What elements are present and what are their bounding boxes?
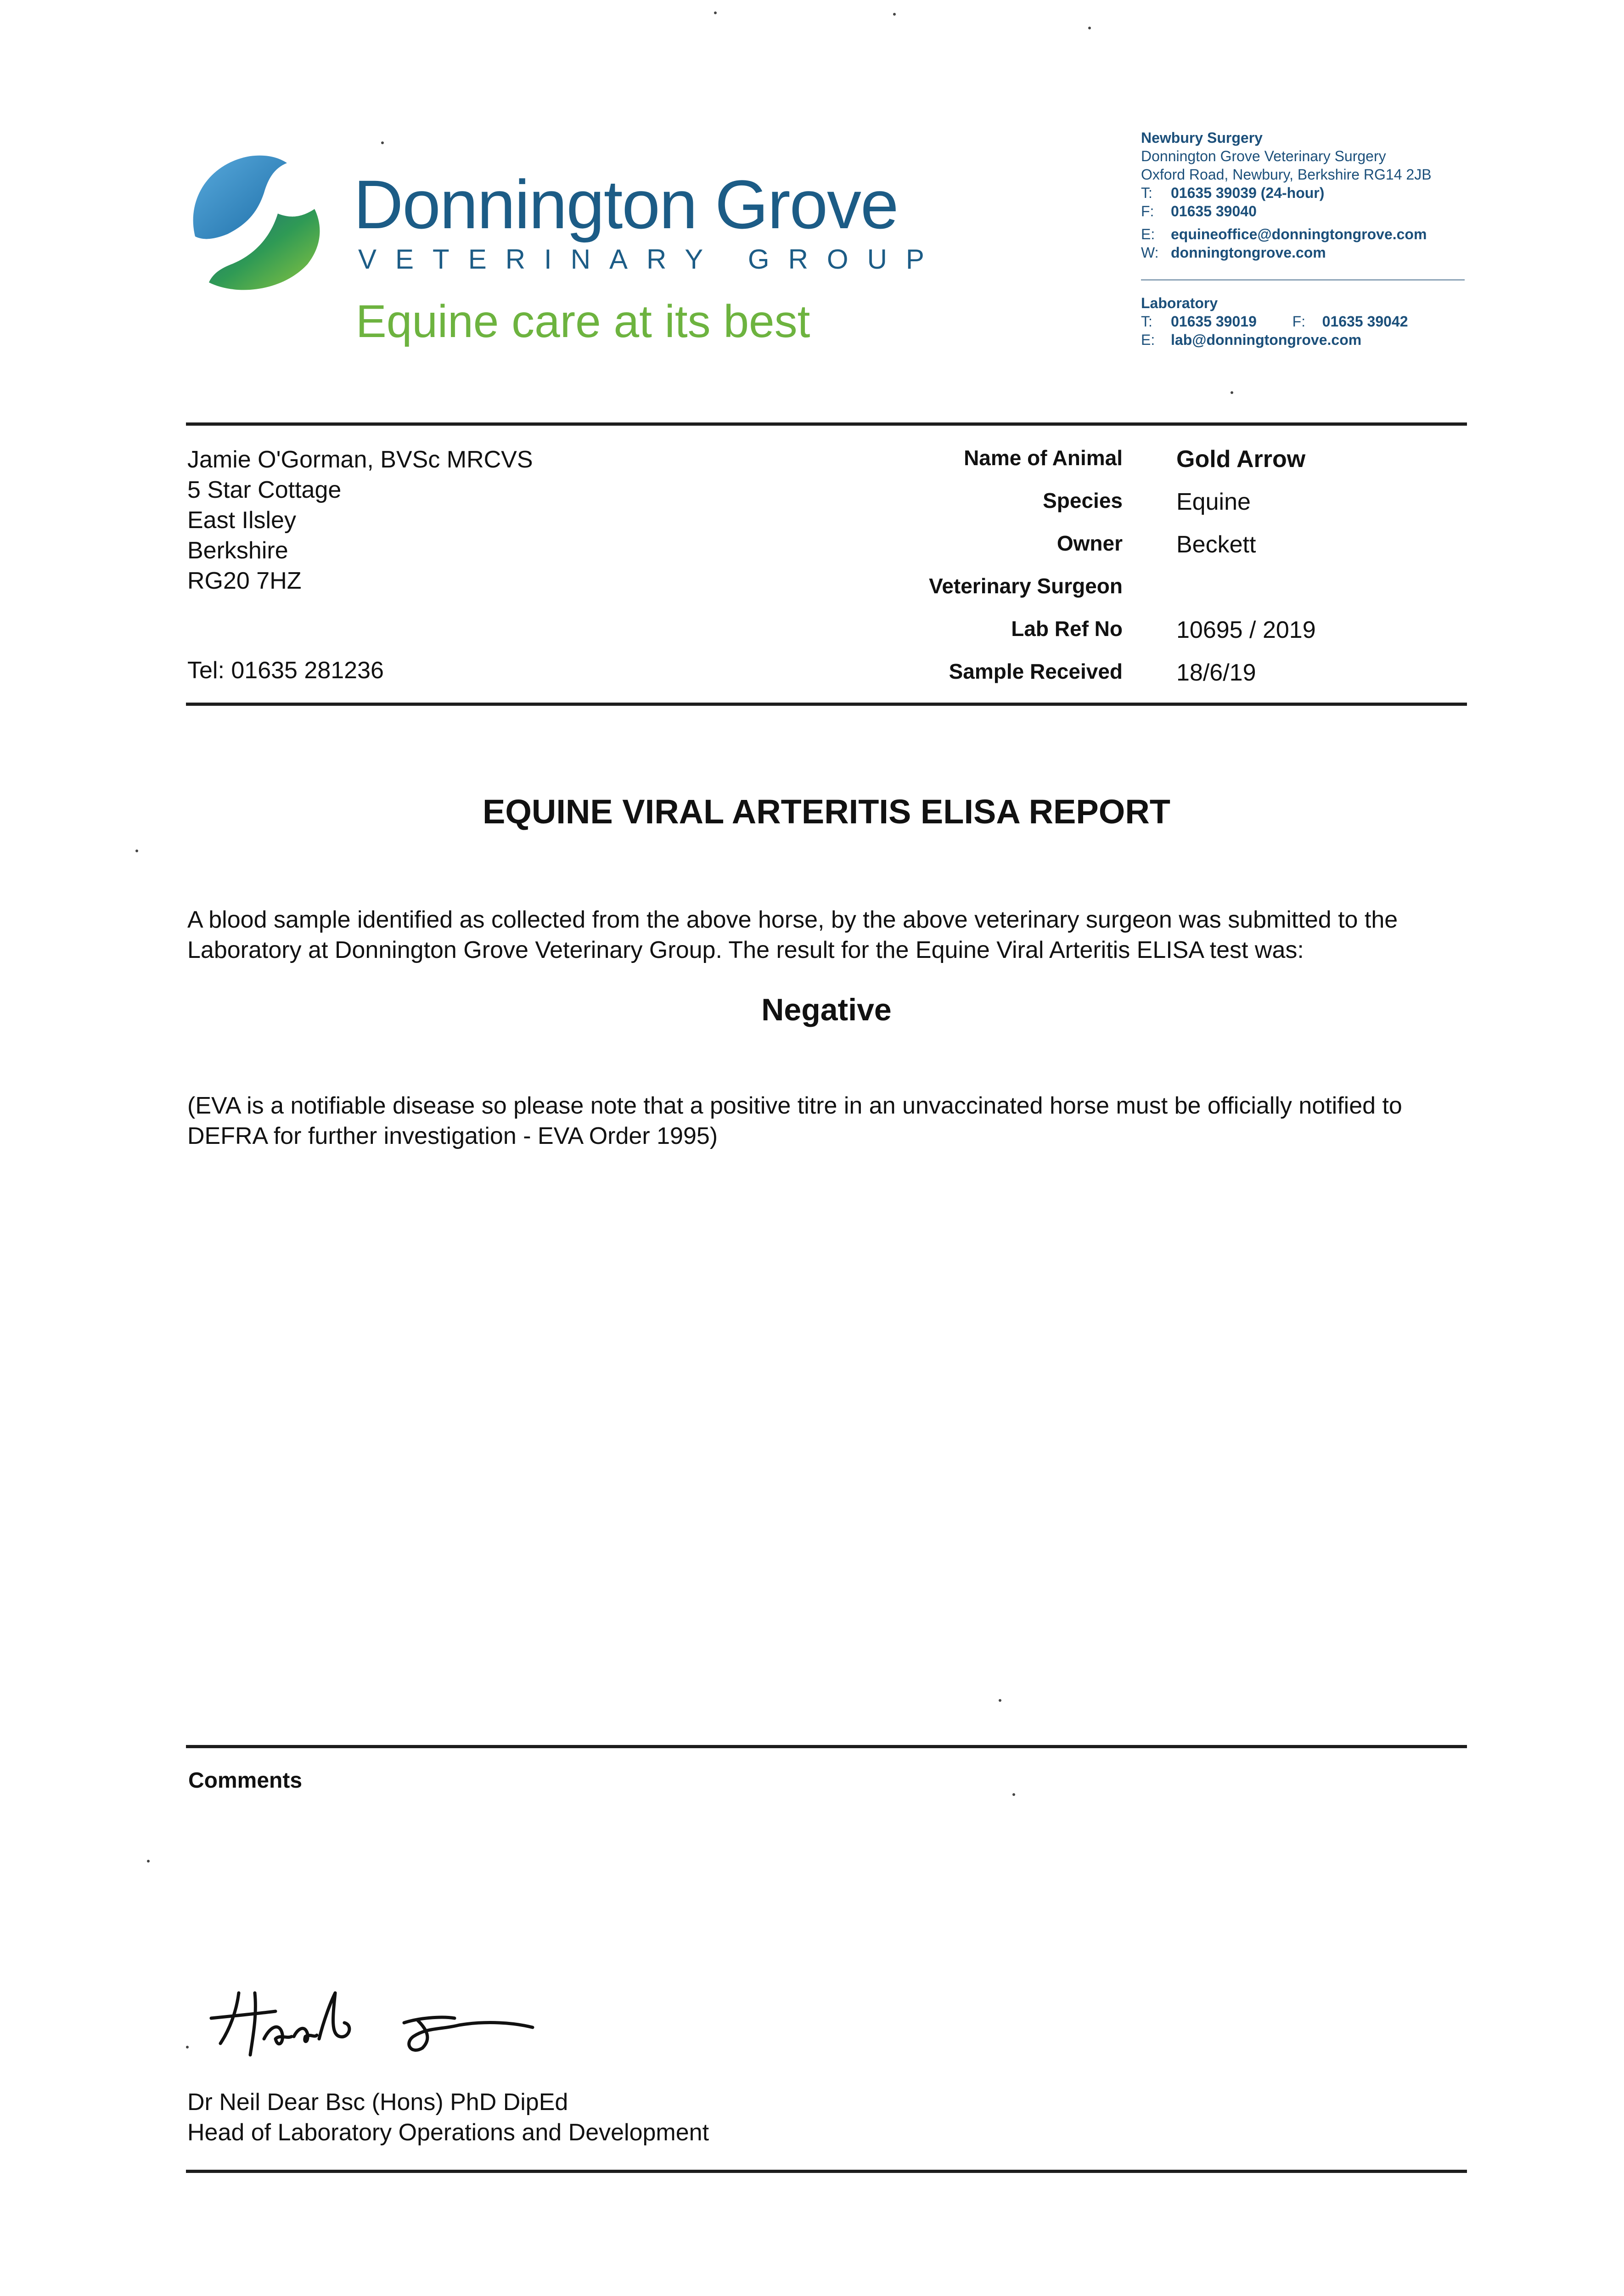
laboratory-contact-block: [1141, 294, 1408, 349]
scan-speck: [135, 850, 138, 852]
detail-row-species: [872, 488, 1469, 520]
comments-label: Comments: [188, 1768, 303, 1793]
detail-label: Sample Received: [949, 659, 1123, 683]
detail-value: 10695 / 2019: [1176, 617, 1316, 643]
scan-speck: [999, 1699, 1001, 1702]
detail-row-owner: [872, 531, 1469, 563]
detail-value: Gold Arrow: [1176, 446, 1306, 473]
surgery-heading: Newbury Surgery: [1141, 129, 1263, 146]
surgery-fax-label: F:: [1141, 203, 1154, 219]
footer-rule: [186, 2170, 1467, 2173]
signatory-name: Dr Neil Dear Bsc (Hons) PhD DipEd: [187, 2089, 568, 2116]
brand-name: Donnington Grove: [354, 166, 898, 243]
detail-row-sample-received: [872, 659, 1469, 691]
scan-speck: [1088, 27, 1091, 29]
laboratory-fax: 01635 39042: [1322, 313, 1408, 330]
detail-row-animal-name: [872, 445, 1469, 478]
report-title: EQUINE VIRAL ARTERITIS ELISA REPORT: [483, 793, 1170, 831]
surgery-web-row: [1141, 243, 1432, 262]
detail-row-veterinary-surgeon: [872, 574, 1469, 606]
laboratory-tel-label: T:: [1141, 313, 1152, 330]
detail-label: Veterinary Surgeon: [929, 574, 1123, 598]
surgery-tel-row: [1141, 184, 1432, 202]
handwritten-signature: [202, 1975, 579, 2066]
recipient-address-line: East Ilsley: [187, 507, 296, 534]
detail-label: Lab Ref No: [1011, 617, 1123, 641]
surgery-address-line1: Donnington Grove Veterinary Surgery: [1141, 148, 1386, 164]
surgery-fax: 01635 39040: [1171, 203, 1257, 219]
detail-label: Owner: [1056, 531, 1123, 555]
eva-notice: (EVA is a notifiable disease so please note that a positive titre in an unvaccinated horse must be officially notified to DEFRA for further investigation - EVA Order 1995): [187, 1092, 1402, 1149]
laboratory-email: lab@donningtongrove.com: [1171, 332, 1362, 348]
recipient-address: [187, 445, 533, 596]
surgery-contact-block: [1141, 129, 1432, 262]
scan-speck: [893, 13, 896, 16]
scan-speck: [186, 2046, 189, 2048]
recipient-address-line: 5 Star Cottage: [187, 477, 342, 503]
surgery-fax-row: [1141, 202, 1432, 220]
scan-speck: [1231, 391, 1233, 394]
detail-value: Beckett: [1176, 531, 1256, 558]
header-rule: [186, 422, 1467, 426]
recipient-address-line: RG20 7HZ: [187, 568, 302, 594]
detail-value: Equine: [1176, 489, 1251, 515]
detail-label: Name of Animal: [964, 446, 1123, 470]
scan-speck: [381, 141, 384, 144]
surgery-tel: 01635 39039 (24-hour): [1171, 185, 1325, 201]
surgery-web: donningtongrove.com: [1171, 244, 1326, 261]
detail-value: 18/6/19: [1176, 659, 1256, 686]
surgery-web-label: W:: [1141, 244, 1159, 261]
surgery-email-label: E:: [1141, 226, 1155, 242]
laboratory-email-label: E:: [1141, 332, 1155, 348]
detail-row-lab-ref: [872, 616, 1469, 648]
recipient-name: Jamie O'Gorman, BVSc MRCVS: [187, 446, 533, 473]
laboratory-phone-row: [1141, 312, 1408, 331]
brand-tagline: Equine care at its best: [356, 296, 810, 347]
contact-divider: [1141, 279, 1465, 281]
report-paragraph: A blood sample identified as collected from the above horse, by the above veterinary surgeon was submitted to the Laboratory at Donnington Grove Veterinary Group. The result for the Equine Viral Arteritis ELISA test was:: [187, 906, 1398, 963]
laboratory-email-row: [1141, 331, 1408, 349]
details-rule: [186, 703, 1467, 706]
scan-speck: [1012, 1793, 1015, 1796]
donnington-grove-logo-icon: [177, 149, 337, 305]
brand-subtitle: VETERINARY GROUP: [358, 244, 943, 275]
signatory-title: Head of Laboratory Operations and Development: [187, 2119, 709, 2146]
laboratory-tel: 01635 39019: [1171, 313, 1257, 330]
test-result: Negative: [761, 992, 892, 1027]
signatory: [187, 2087, 709, 2148]
comments-rule: [186, 1745, 1467, 1748]
surgery-email-row: [1141, 225, 1432, 243]
detail-label: Species: [1043, 489, 1123, 512]
recipient-address-line: Berkshire: [187, 537, 288, 564]
scan-speck: [714, 11, 717, 14]
scan-speck: [147, 1860, 150, 1863]
surgery-email: equineoffice@donningtongrove.com: [1171, 226, 1427, 242]
surgery-address-line2: Oxford Road, Newbury, Berkshire RG14 2JB: [1141, 166, 1432, 183]
laboratory-heading: Laboratory: [1141, 295, 1218, 311]
surgery-tel-label: T:: [1141, 185, 1152, 201]
laboratory-fax-label: F:: [1292, 313, 1306, 330]
recipient-tel: Tel: 01635 281236: [187, 657, 384, 684]
